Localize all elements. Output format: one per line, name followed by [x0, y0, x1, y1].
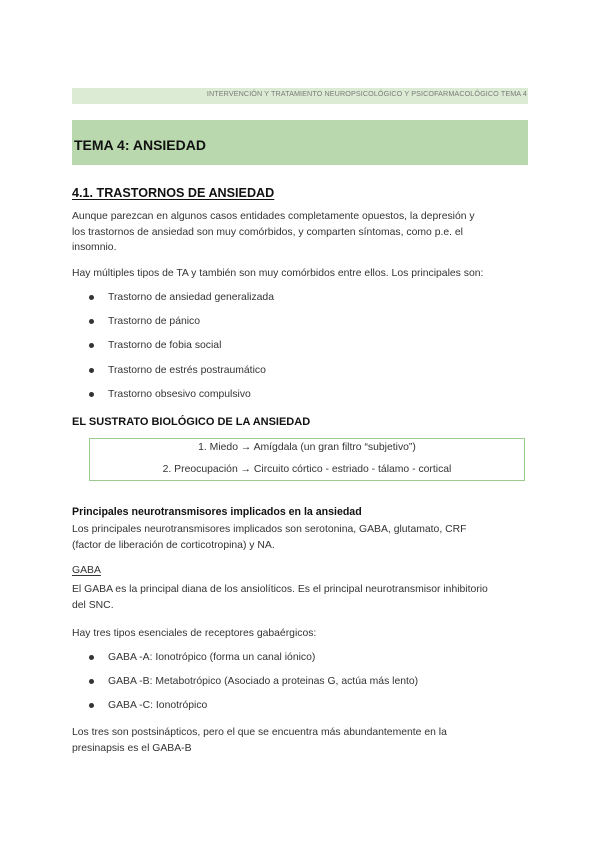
bullet-icon — [89, 655, 94, 660]
intro-line: Aunque parezcan en algunos casos entidades completamente opuestos, la depresión y — [72, 211, 475, 222]
section-heading-sustrato: EL SUSTRATO BIOLÓGICO DE LA ANSIEDAD — [72, 416, 311, 428]
bullet-icon — [89, 368, 94, 373]
paragraph-line: Los tres son postsinápticos, pero el que se encuentra más abundantemente en la — [72, 727, 447, 738]
types-intro: Hay múltiples tipos de TA y también son muy comórbidos entre ellos. Los principales son: — [72, 268, 484, 279]
intro-paragraph — [72, 209, 528, 256]
list-item: GABA -A: Ionotrópico (forma un canal iónico) — [72, 650, 528, 674]
list-item: Trastorno de ansiedad generalizada — [72, 290, 528, 314]
bullet-icon — [89, 319, 94, 324]
receptors-list — [72, 650, 528, 723]
bullet-icon — [89, 703, 94, 708]
list-item: GABA -C: Ionotrópico — [72, 698, 528, 722]
list-item: GABA -B: Metabotrópico (Asociado a proteinas G, actúa más lento) — [72, 674, 528, 698]
neurotransmitters-paragraph — [72, 522, 528, 553]
running-header-text: INTERVENCIÓN Y TRATAMIENTO NEUROPSICOLÓGICO Y PSICOFARMACOLÓGICO TEMA 4 — [206, 89, 527, 98]
gaba-paragraph — [72, 582, 528, 613]
bullet-icon — [89, 679, 94, 684]
list-item: Trastorno de pánico — [72, 314, 528, 338]
running-header — [72, 88, 528, 104]
anxiety-types-list — [72, 290, 528, 411]
box-item: 1. Miedo → Amígdala (un gran filtro “subjetivo”) — [198, 442, 416, 453]
paragraph-line: Los principales neurotransmisores implicados son serotonina, GABA, glutamato, CRF — [72, 524, 467, 535]
bullet-icon — [89, 295, 94, 300]
bullet-icon — [89, 392, 94, 397]
intro-line: los trastornos de ansiedad son muy comórbidos, y comparten síntomas, como p.e. el — [72, 226, 463, 238]
paragraph-line: (factor de liberación de corticotropina) y NA. — [72, 539, 275, 551]
section-heading-neurotransmisores: Principales neurotransmisores implicados en la ansiedad — [72, 506, 362, 518]
section-heading-trastornos: 4.1. TRASTORNOS DE ANSIEDAD — [72, 186, 275, 200]
closing-paragraph — [72, 725, 528, 756]
intro-line: insomnio. — [72, 242, 117, 253]
list-item: Trastorno de fobia social — [72, 338, 528, 362]
paragraph-line: presinapsis es el GABA-B — [72, 742, 192, 754]
page-title: TEMA 4: ANSIEDAD — [72, 120, 528, 165]
receptors-intro: Hay tres tipos esenciales de receptores gabaérgicos: — [72, 628, 317, 639]
box-item: 2. Preocupación → Circuito córtico - estriado - tálamo - cortical — [162, 464, 452, 475]
paragraph-line: El GABA es la principal diana de los ansiolíticos. Es el principal neurotransmisor inhibitorio — [72, 584, 488, 595]
biological-substrate-box — [89, 438, 525, 481]
gaba-heading: GABA — [72, 565, 101, 576]
list-item: Trastorno obsesivo compulsivo — [72, 387, 528, 411]
bullet-icon — [89, 343, 94, 348]
list-item: Trastorno de estrés postraumático — [72, 363, 528, 387]
paragraph-line: del SNC. — [72, 599, 114, 611]
